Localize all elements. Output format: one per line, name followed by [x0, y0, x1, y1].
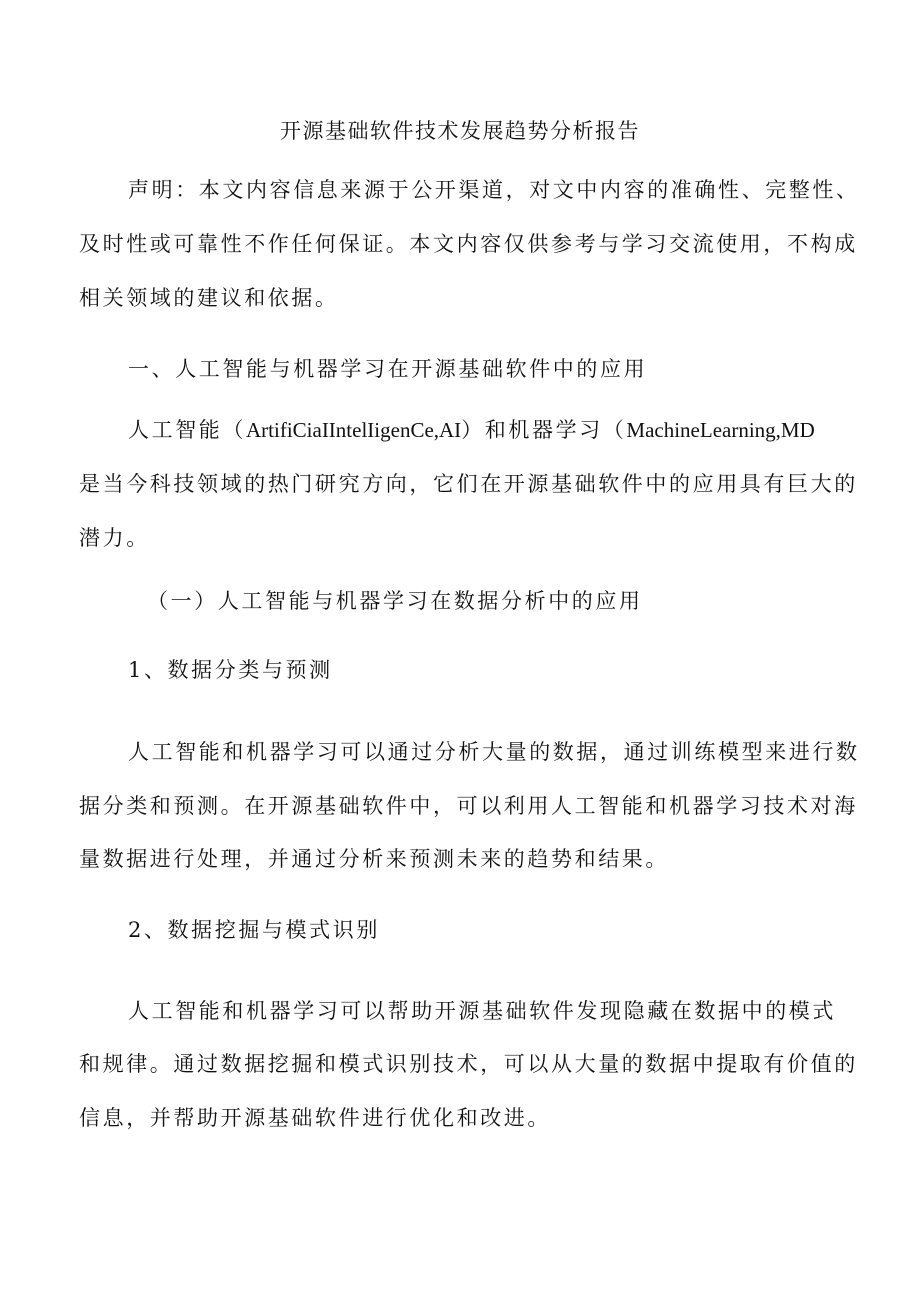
- item-2-paragraph-line-2: 和规律。通过数据挖掘和模式识别技术，可以从大量的数据中提取有价值的: [79, 1052, 858, 1076]
- subsection-heading: （一）人工智能与机器学习在数据分析中的应用: [147, 589, 643, 613]
- intro-line-3: 潜力。: [79, 526, 150, 550]
- item-2-paragraph-line-1: 人工智能和机器学习可以帮助开源基础软件发现隐藏在数据中的模式: [128, 999, 836, 1023]
- section-heading: 一、人工智能与机器学习在开源基础软件中的应用: [128, 357, 648, 381]
- item-1-paragraph-line-3: 量数据进行处理，并通过分析来预测未来的趋势和结果。: [79, 847, 669, 871]
- intro-text-prefix: 人工智能（: [128, 418, 246, 442]
- disclaimer-line-3: 相关领域的建议和依据。: [79, 286, 339, 310]
- intro-text-middle: ）和机器学习（: [461, 418, 627, 442]
- document-title: 开源基础软件技术发展趋势分析报告: [280, 119, 640, 143]
- item-2-heading: 2、数据挖掘与模式识别: [128, 918, 380, 942]
- term-machine-learning: MachineLearning,MD: [626, 418, 815, 442]
- item-2-paragraph-line-3: 信息，并帮助开源基础软件进行优化和改进。: [79, 1106, 551, 1130]
- disclaimer-line-1: 声明：本文内容信息来源于公开渠道，对文中内容的准确性、完整性、: [128, 178, 860, 202]
- intro-line-2: 是当今科技领域的热门研究方向，它们在开源基础软件中的应用具有巨大的: [79, 472, 858, 496]
- item-1-heading: 1、数据分类与预测: [128, 658, 333, 682]
- item-1-paragraph-line-1: 人工智能和机器学习可以通过分析大量的数据，通过训练模型来进行数: [128, 740, 860, 764]
- intro-line-1: [128, 416, 815, 444]
- disclaimer-line-2: 及时性或可靠性不作任何保证。本文内容仅供参考与学习交流使用，不构成: [79, 232, 858, 256]
- term-artificial-intelligence: ArtifiCiaIIntelIigenCe,AI: [246, 418, 462, 442]
- item-1-paragraph-line-2: 据分类和预测。在开源基础软件中，可以利用人工智能和机器学习技术对海: [79, 794, 858, 818]
